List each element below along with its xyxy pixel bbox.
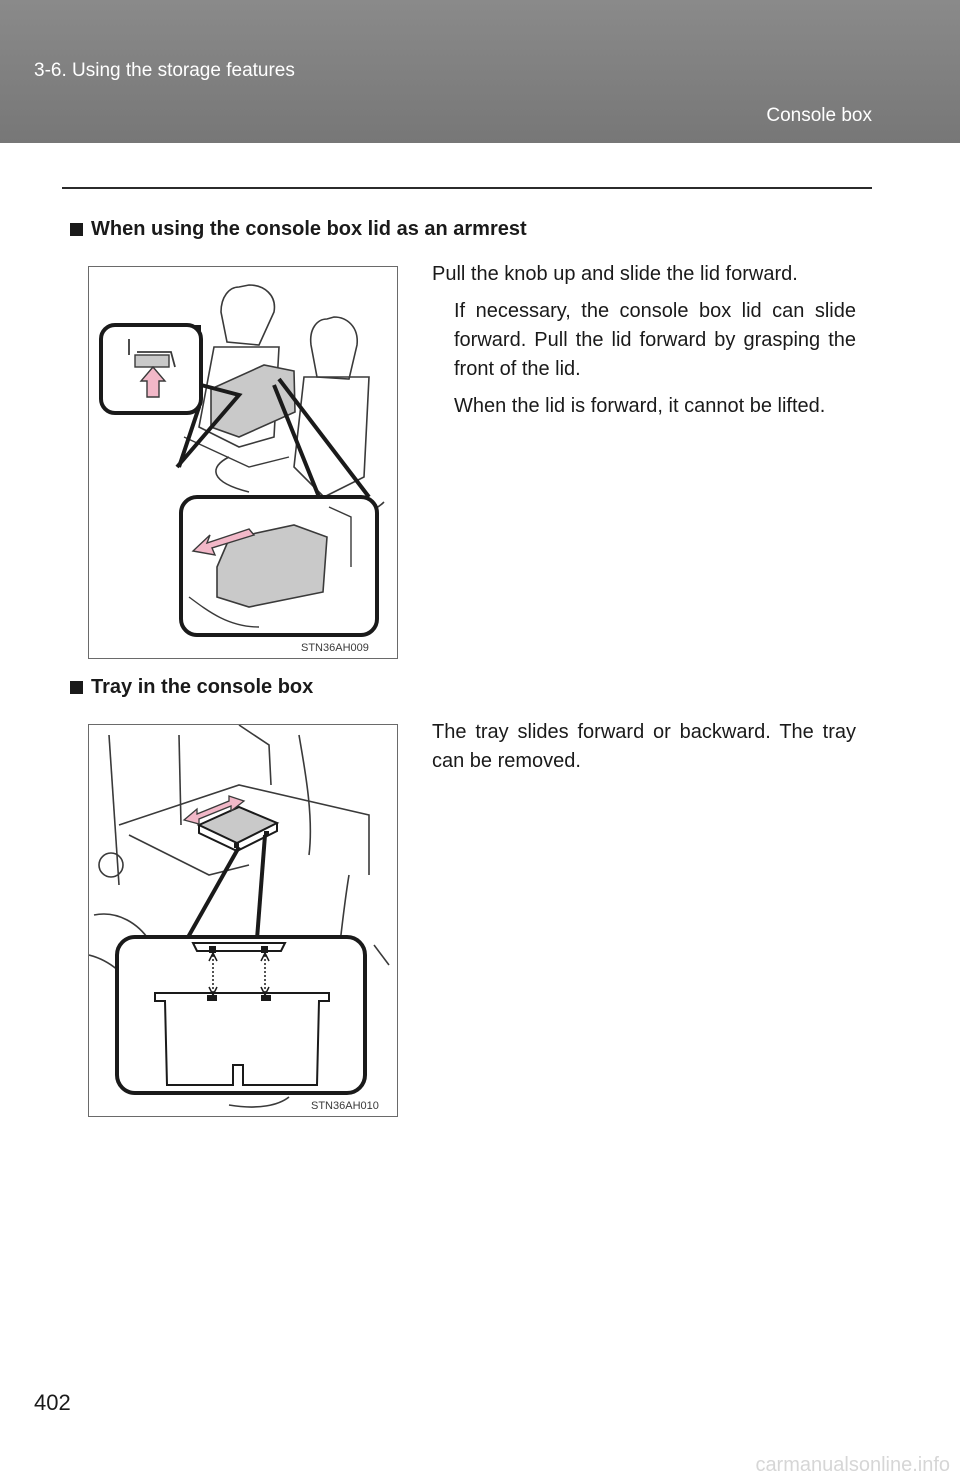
instruction-text: Pull the knob up and slide the lid forward.	[432, 263, 798, 285]
armrest-illustration	[89, 267, 397, 658]
figure-code: STN36AH009	[301, 642, 369, 654]
section-title: Console box	[766, 105, 872, 126]
page-number: 402	[34, 1390, 71, 1415]
square-bullet-icon	[70, 223, 83, 236]
tray-instructions	[432, 718, 856, 784]
section-heading-tray	[70, 676, 313, 699]
chapter-title: 3-6. Using the storage features	[34, 60, 295, 81]
header-divider	[62, 187, 872, 189]
instruction-text: The tray slides forward or backward. The tray can be removed.	[432, 721, 856, 772]
section-heading-armrest	[70, 218, 527, 241]
figure-tray	[88, 724, 398, 1117]
figure-code: STN36AH010	[311, 1100, 379, 1112]
watermark: carmanualsonline.info	[755, 1454, 950, 1476]
heading-text: Tray in the console box	[91, 676, 314, 698]
page-header	[0, 0, 960, 143]
square-bullet-icon	[70, 681, 83, 694]
armrest-instructions	[432, 260, 856, 429]
heading-text: When using the console box lid as an armrest	[91, 218, 527, 240]
instruction-note: If necessary, the console box lid can slide forward. Pull the lid forward by grasping the front of the lid.	[454, 300, 856, 380]
figure-armrest	[88, 266, 398, 659]
instruction-note: When the lid is forward, it cannot be lifted.	[454, 395, 826, 417]
tray-illustration	[89, 725, 397, 1116]
